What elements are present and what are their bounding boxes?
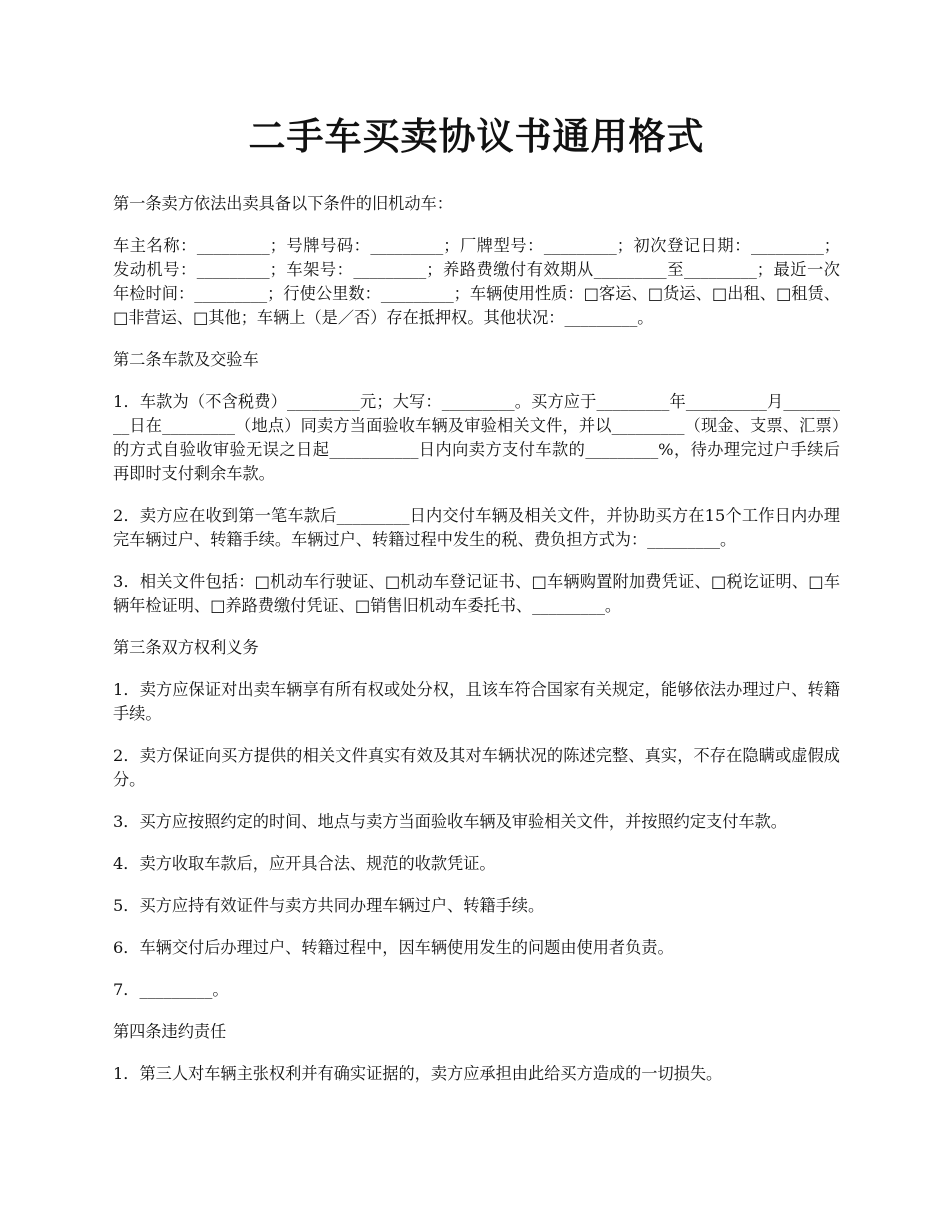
article-4-item: 1．第三人对车辆主张权利并有确实证据的，卖方应承担由此给买方造成的一切损失。 bbox=[113, 1064, 723, 1083]
article-3-heading: 第三条双方权利义务 bbox=[113, 638, 259, 657]
article-3-item: 6．车辆交付后办理过户、转籍过程中，因车辆使用发生的问题由使用者负责。 bbox=[113, 938, 674, 957]
article-4-heading: 第四条违约责任 bbox=[113, 1022, 227, 1041]
article-2-item: 1．车款为（不含税费）_________元；大写：_________。买方应于_________年__________月_________日在_________（地点）同卖方当面验收车辆及审验相关文件，并以_________（现金、支票、汇票）的方式自验收审验无误之日起___________日内向卖方支付车款的_________%，待办理完过户手续后再即时支付剩余车款。 bbox=[113, 392, 840, 483]
article-3-item: 3．买方应按照约定的时间、地点与卖方当面验收车辆及审验相关文件，并按照约定支付车款。 bbox=[113, 812, 787, 831]
article-3-item: 1．卖方应保证对出卖车辆享有所有权或处分权，且该车符合国家有关规定，能够依法办理过户、转籍手续。 bbox=[113, 680, 840, 723]
article-2-item: 3．相关文件包括：□机动车行驶证、□机动车登记证书、□车辆购置附加费凭证、□税讫证明、□车辆年检证明、□养路费缴付凭证、□销售旧机动车委托书、_________。 bbox=[113, 572, 840, 615]
document-page bbox=[113, 108, 840, 1104]
article-2-item: 2．卖方应在收到第一笔车款后_________日内交付车辆及相关文件，并协助买方在15个工作日内办理完车辆过户、转籍手续。车辆过户、转籍过程中发生的税、费负担方式为：_________。 bbox=[113, 506, 840, 549]
article-3-item: 2．卖方保证向买方提供的相关文件真实有效及其对车辆状况的陈述完整、真实，不存在隐瞒或虚假成分。 bbox=[113, 746, 840, 789]
article-2-heading: 第二条车款及交验车 bbox=[113, 350, 259, 369]
article-3-item: 4．卖方收取车款后，应开具合法、规范的收款凭证。 bbox=[113, 854, 496, 873]
document-title: 二手车买卖协议书通用格式 bbox=[248, 114, 705, 158]
article-1-heading: 第一条卖方依法出卖具备以下条件的旧机动车： bbox=[113, 194, 453, 213]
article-3-item: 7．_________。 bbox=[113, 980, 229, 999]
article-3-item: 5．买方应持有效证件与卖方共同办理车辆过户、转籍手续。 bbox=[113, 896, 545, 915]
vehicle-info-paragraph: 车主名称：_________；号牌号码：_________；厂牌型号：_________；初次登记日期：_________；发动机号：_________；车架号：_________；养路费缴付有效期从_________至_________；最近一次年检时间：_________；行使公里数：_________；车辆使用性质：□客运、□货运、□出租、□租赁、□非营运、□其他；车辆上（是／否）存在抵押权。其他状况：_________。 bbox=[113, 236, 840, 327]
